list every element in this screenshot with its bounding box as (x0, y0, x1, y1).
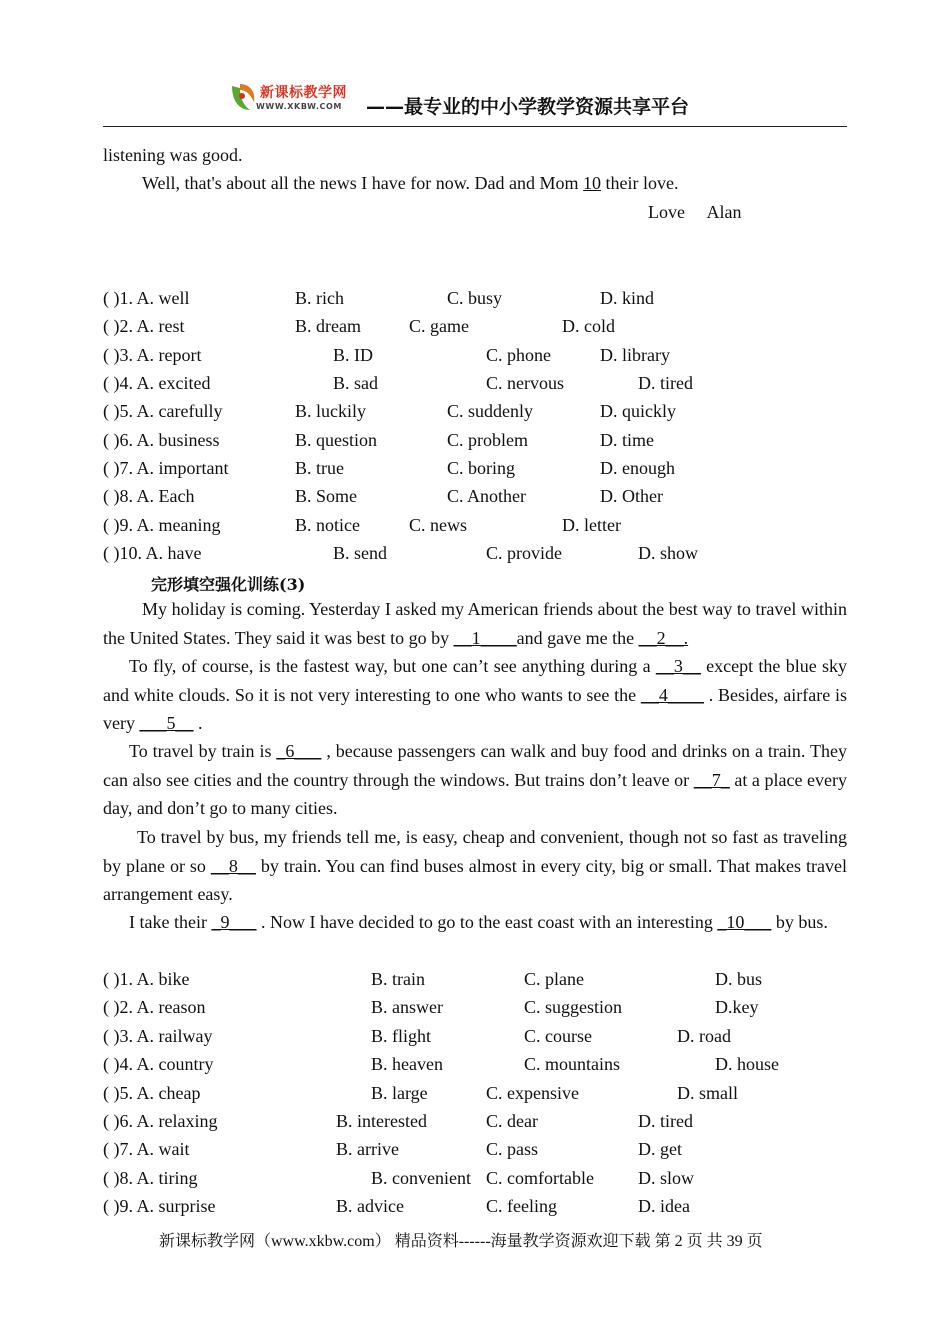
page-footer: 新课标教学网（www.xkbw.com） 精品资料------海量教学资源欢迎下载 第 2 页 共 39 页 (159, 1233, 763, 1250)
passage-paragraph-1 (103, 595, 847, 652)
passage-text: To travel by bus, my friends tell me, is easy, cheap and convenient, though not so fast as traveling by plane or so (103, 827, 847, 876)
question-number: ( )7. A. wait (103, 1139, 190, 1159)
option-b: B. luckily (295, 401, 366, 421)
option-d: D. cold (562, 316, 615, 336)
header-divider (103, 126, 847, 127)
passage-text: by train. You can find buses almost in every city, big or small. That makes travel arrangement easy. (103, 855, 847, 904)
option-c: C. game (409, 316, 469, 336)
passage-text: . Now I have decided to go to the east coast with an interesting (256, 912, 718, 932)
option-c: C. suddenly (447, 401, 534, 421)
passage-text: To fly, of course, is the fastest way, but one can’t see anything during a (129, 656, 656, 676)
option-c: C. plane (524, 969, 584, 989)
blank-10: _10___ (717, 912, 772, 932)
question-number: ( )9. A. surprise (103, 1196, 216, 1216)
option-d: D. Other (600, 486, 663, 506)
option-b: B. true (295, 458, 344, 478)
option-d: D. road (677, 1026, 731, 1046)
option-d: D. get (638, 1139, 682, 1159)
logo-leaf-icon (228, 80, 258, 114)
option-d: D. idea (638, 1196, 690, 1216)
question-number: ( )7. A. important (103, 458, 229, 478)
option-d: D. enough (600, 458, 675, 478)
option-c: C. course (524, 1026, 592, 1046)
blank-9: _9___ (211, 912, 257, 932)
passage-text: My holiday is coming. Yesterday I asked my American friends about the best way to travel within the United States. They said it was best to go by (103, 599, 847, 648)
option-d: D. bus (715, 969, 763, 989)
blank-4: __4____ (640, 684, 704, 705)
option-b: B. flight (371, 1026, 432, 1046)
passage-text: , because passengers can walk and buy food and drinks on a train. They can also see cities and the country through the windows. But trains don’t leave or (103, 741, 847, 790)
passage-text: . (193, 713, 203, 733)
option-b: B. advice (336, 1196, 404, 1216)
option-c: C. phone (486, 345, 551, 365)
blank-8: __8__ (210, 855, 256, 876)
option-b: B. heaven (371, 1054, 443, 1074)
option-b: B. interested (336, 1111, 427, 1131)
option-d: D. small (677, 1083, 738, 1103)
option-c: C. nervous (486, 373, 564, 393)
option-b: B. question (295, 430, 378, 450)
blank-6: _6___ (276, 741, 322, 761)
question-number: ( )3. A. report (103, 345, 202, 365)
option-d: D. kind (600, 288, 654, 308)
question-number: ( )6. A. relaxing (103, 1111, 218, 1131)
letter-text: Well, that's about all the news I have for now. Dad and Mom (142, 173, 584, 193)
option-d: D. house (715, 1054, 779, 1074)
passage-text: and gave me the (516, 627, 639, 648)
option-d: D. time (600, 430, 654, 450)
logo-text: 新课标教学网 (260, 85, 347, 101)
blank-2: __2__. (638, 627, 689, 648)
option-c: C. busy (447, 288, 503, 308)
question-number: ( )9. A. meaning (103, 515, 221, 535)
option-c: C. news (409, 515, 467, 535)
passage-text: . Besides, airfare is very (103, 684, 847, 733)
option-c: C. Another (447, 486, 526, 506)
option-b: B. dream (295, 316, 361, 336)
option-c: C. boring (447, 458, 516, 478)
question-number: ( )4. A. country (103, 1054, 214, 1074)
option-b: B. convenient (371, 1168, 471, 1188)
option-d: D. tired (638, 1111, 693, 1131)
question-number: ( )8. A. tiring (103, 1168, 198, 1188)
blank-7: __7_ (693, 769, 730, 790)
option-d: D. tired (638, 373, 693, 393)
option-c: C. feeling (486, 1196, 557, 1216)
logo-url: WWW.XKBW.COM (256, 102, 342, 111)
blank-10: 10 (583, 173, 602, 193)
question-number: ( )5. A. carefully (103, 401, 223, 421)
passage-text: I take their (129, 912, 212, 932)
letter-text: their love. (601, 173, 679, 193)
header-tagline: ——最专业的中小学教学资源共享平台 (366, 96, 690, 118)
question-number: ( )2. A. reason (103, 997, 206, 1017)
option-d: D. library (600, 345, 670, 365)
option-b: B. ID (333, 345, 373, 365)
option-c: C. mountains (524, 1054, 621, 1074)
question-number: ( )4. A. excited (103, 373, 211, 393)
option-b: B. notice (295, 515, 360, 535)
option-d: D. slow (638, 1168, 695, 1188)
option-b: B. answer (371, 997, 443, 1017)
section-title: 完形填空强化训练(3) (151, 575, 306, 594)
passage-paragraph-4 (103, 823, 847, 909)
question-number: ( )1. A. bike (103, 969, 190, 989)
option-c: C. dear (486, 1111, 538, 1131)
option-c: C. expensive (486, 1083, 579, 1103)
option-b: B. train (371, 969, 425, 989)
question-number: ( )8. A. Each (103, 486, 195, 506)
passage-text: except the blue sky and white clouds. So it is not very interesting to one who wants to see the (103, 656, 847, 705)
option-d: D.key (715, 997, 759, 1017)
question-number: ( )5. A. cheap (103, 1083, 201, 1103)
passage-text: by bus. (771, 912, 828, 932)
option-c: C. provide (486, 543, 562, 563)
passage-text: To travel by train is (129, 741, 277, 761)
option-d: D. letter (562, 515, 621, 535)
option-d: D. quickly (600, 401, 676, 421)
option-b: B. Some (295, 486, 358, 506)
letter-signoff: Love Alan (648, 202, 742, 222)
option-b: B. arrive (336, 1139, 399, 1159)
passage-text: at a place every day, and don’t go to many cities. (103, 769, 847, 818)
option-b: B. sad (333, 373, 378, 393)
letter-line: listening was good. (103, 145, 243, 165)
site-logo (228, 80, 362, 116)
option-b: B. rich (295, 288, 344, 308)
option-c: C. problem (447, 430, 528, 450)
option-b: B. large (371, 1083, 428, 1103)
option-c: C. comfortable (486, 1168, 594, 1188)
letter-closing-line (142, 173, 679, 193)
option-b: B. send (333, 543, 387, 563)
option-c: C. suggestion (524, 997, 623, 1017)
question-number: ( )1. A. well (103, 288, 190, 308)
passage-paragraph-3 (103, 737, 847, 823)
blank-1: __1____ (453, 627, 517, 648)
option-c: C. pass (486, 1139, 539, 1159)
question-number: ( )10. A. have (103, 543, 202, 563)
blank-3: __3__ (655, 656, 701, 676)
option-d: D. show (638, 543, 699, 563)
passage-paragraph-2 (103, 652, 847, 738)
passage-paragraph-5 (103, 908, 847, 937)
question-number: ( )2. A. rest (103, 316, 185, 336)
blank-5: ___5__ (139, 713, 194, 733)
question-number: ( )6. A. business (103, 430, 220, 450)
question-number: ( )3. A. railway (103, 1026, 213, 1046)
